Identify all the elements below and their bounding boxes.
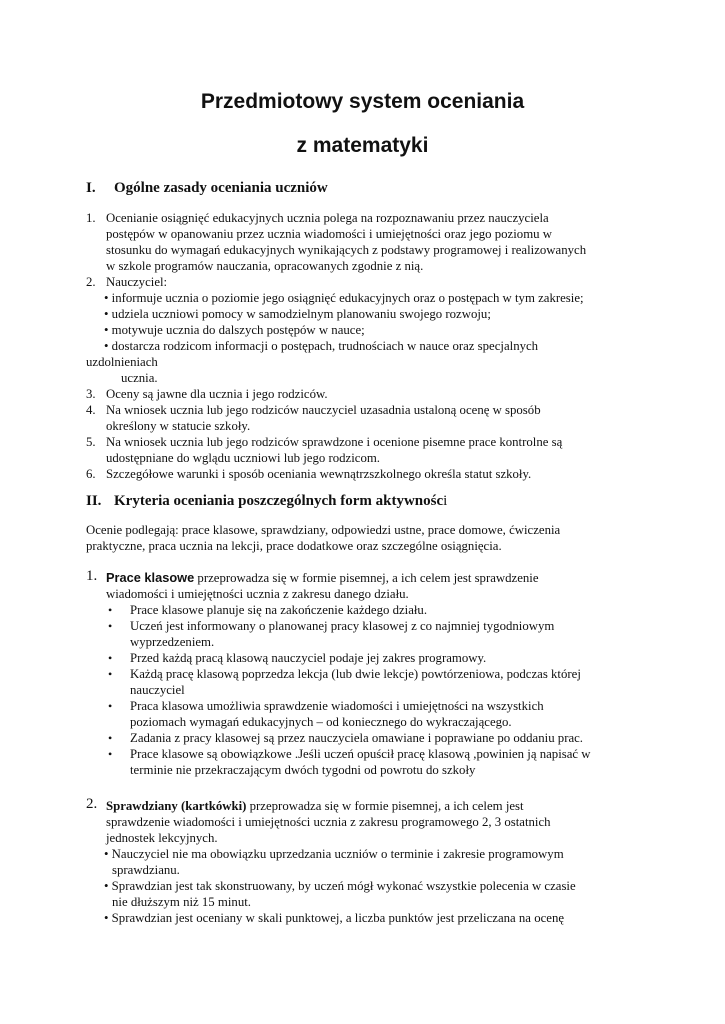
item-rest-text: przeprowadza się w formie pisemnej, a ich celem jest	[246, 799, 524, 813]
section-heading-tail: i	[443, 493, 448, 509]
list-number: 4.	[86, 403, 96, 417]
bullet-icon: •	[108, 619, 113, 633]
list-item-line: udostępniane do wglądu uczniowi lub jego rodzicom.	[106, 451, 381, 465]
bullet-line: wyprzedzeniem.	[130, 635, 215, 649]
bullet-icon: •	[108, 651, 113, 665]
section-heading	[86, 491, 447, 511]
section-number: I.	[86, 180, 96, 196]
bullet-line: Prace klasowe są obowiązkowe .Jeśli uczeń opuścił pracę klasową ,powinien ją napisać w	[130, 747, 591, 761]
bullet-line: sprawdzianu.	[112, 863, 180, 877]
bullet-line: Przed każdą pracą klasową nauczyciel podaje jej zakres programowy.	[130, 651, 487, 665]
list-item-line: Na wniosek ucznia lub jego rodziców nauczyciel uzasadnia ustaloną ocenę w sposób	[106, 403, 541, 417]
list-item-line	[106, 798, 524, 814]
bullet-icon: •	[108, 747, 113, 761]
list-number: 1.	[86, 211, 96, 225]
list-number: 5.	[86, 435, 96, 449]
bullet-line: • motywuje ucznia do dalszych postępów w nauce;	[104, 323, 365, 337]
list-item-line: sprawdzenie wiadomości i umiejętności ucznia z zakresu programowego 2, 3 ostatnich	[106, 815, 551, 829]
bullet-line: Każdą pracę klasową poprzedza lekcja (lub dwie lekcje) powtórzeniowa, podczas której	[130, 667, 581, 681]
bullet-line: • udziela uczniowi pomocy w samodzielnym planowaniu swojego rozwoju;	[104, 307, 491, 321]
list-item-line: postępów w opanowaniu przez ucznia wiadomości i umiejętności oraz jego poziomu w	[106, 227, 552, 241]
paragraph-line: praktyczne, praca ucznia na lekcji, prace dodatkowe oraz szczególne osiągnięcia.	[86, 539, 502, 553]
item-bold-term: Prace klasowe	[106, 570, 195, 585]
list-item-line: określony w statucie szkoły.	[106, 419, 251, 433]
bullet-line: nauczyciel	[130, 683, 185, 697]
list-number: 2.	[86, 275, 96, 289]
bullet-line: • Sprawdzian jest tak skonstruowany, by uczeń mógł wykonać wszystkie polecenia w czasie	[104, 879, 576, 893]
list-number: 6.	[86, 467, 96, 481]
list-item-line: wiadomości i umiejętności ucznia z zakresu danego działu.	[106, 587, 409, 601]
list-item-line	[106, 570, 539, 586]
bullet-line: Zadania z pracy klasowej są przez nauczyciela omawiane i poprawiane po oddaniu prac.	[130, 731, 584, 745]
list-item-line: w szkole programów nauczania, opracowanych zgodnie z nią.	[106, 259, 424, 273]
list-item-line: jednostek lekcyjnych.	[106, 831, 218, 845]
section-heading-text: Kryteria oceniania poszczególnych form aktywnośc	[114, 493, 444, 509]
list-item-line: Oceny są jawne dla ucznia i jego rodziców.	[106, 387, 328, 401]
bullet-icon: •	[108, 699, 113, 713]
bullet-line: • dostarcza rodzicom informacji o postępach, trudnościach w nauce oraz specjalnych	[104, 339, 539, 353]
bullet-line: Uczeń jest informowany o planowanej pracy klasowej z co najmniej tygodniowym	[130, 619, 555, 633]
list-item-line: Nauczyciel:	[106, 275, 168, 289]
bullet-icon: •	[108, 603, 113, 617]
section-number: II.	[86, 493, 102, 509]
item-bold-term: Sprawdziany (kartkówki)	[106, 799, 247, 813]
bullet-line: • informuje ucznia o poziomie jego osiągnięć edukacyjnych oraz o postępach w tym zakresie;	[104, 291, 584, 305]
bullet-icon: •	[108, 731, 113, 745]
bullet-line: nie dłuższym niż 15 minut.	[112, 895, 251, 909]
bullet-line: poziomach wymagań edukacyjnych – od koniecznego do wykraczającego.	[130, 715, 512, 729]
bullet-line: • Nauczyciel nie ma obowiązku uprzedzania uczniów o terminie i zakresie programowym	[104, 847, 564, 861]
list-item-line: stosunku do wymagań edukacyjnych wynikających z podstawy programowej i realizowanych	[106, 243, 587, 257]
item-rest-text: przeprowadza się w formie pisemnej, a ich celem jest sprawdzenie	[194, 571, 539, 585]
list-item-line: Szczegółowe warunki i sposób oceniania wewnątrzszkolnego określa statut szkoły.	[106, 467, 532, 481]
bullet-continuation: uzdolnieniach	[86, 355, 158, 369]
list-item-line: Ocenianie osiągnięć edukacyjnych ucznia polega na rozpoznawaniu przez nauczyciela	[106, 211, 549, 225]
list-item-line: Na wniosek ucznia lub jego rodziców sprawdzone i ocenione pisemne prace kontrolne są	[106, 435, 563, 449]
bullet-line: Prace klasowe planuje się na zakończenie każdego działu.	[130, 603, 428, 617]
list-number: 3.	[86, 387, 96, 401]
bullet-icon: •	[108, 667, 113, 681]
list-number: 1.	[86, 568, 98, 584]
page-title: Przedmiotowy system oceniania	[200, 90, 525, 113]
bullet-continuation: ucznia.	[121, 371, 158, 385]
section-heading-text: Ogólne zasady oceniania uczniów	[114, 180, 328, 196]
section-heading	[86, 178, 328, 198]
paragraph-line: Ocenie podlegają: prace klasowe, sprawdziany, odpowiedzi ustne, prace domowe, ćwiczenia	[86, 523, 561, 537]
bullet-line: Praca klasowa umożliwia sprawdzenie wiadomości i umiejętności na wszystkich	[130, 699, 544, 713]
page-subtitle: z matematyki	[296, 134, 429, 157]
bullet-line: terminie nie przekraczającym dwóch tygodni od powrotu do szkoły	[130, 763, 476, 777]
bullet-line: • Sprawdzian jest oceniany w skali punktowej, a liczba punktów jest przeliczana na ocenę	[104, 911, 565, 925]
list-number: 2.	[86, 796, 98, 812]
